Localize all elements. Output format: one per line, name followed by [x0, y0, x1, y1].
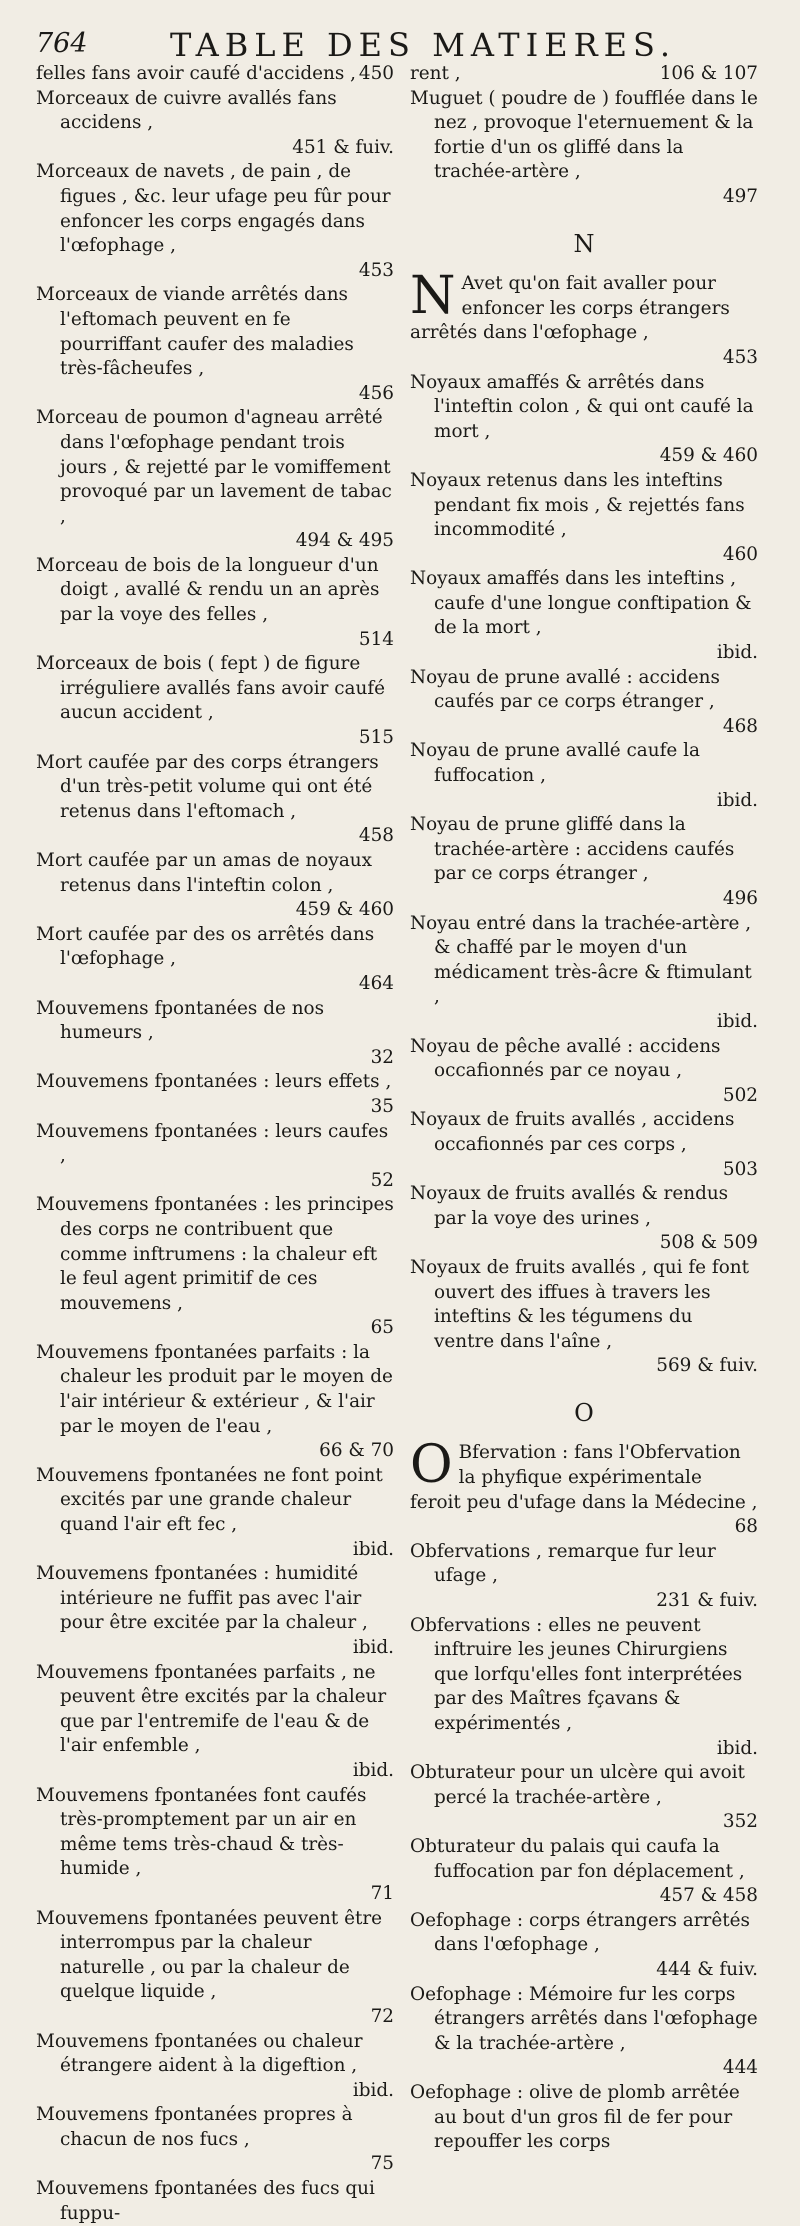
- index-entry: [410, 2081, 758, 2155]
- right-index-column: [410, 62, 758, 2155]
- entry-text: Mouvemens fpontanées parfaits , ne peuvent être excités par la chaleur que par l'entremife de l'eau & de l'air enfemble ,: [36, 1661, 387, 1757]
- entry-text: Mouvemens fpontanées : les principes des corps ne contribuent que comme inftrumens : la chaleur eft le feul agent primitif de ces mouvemens ,: [36, 1194, 394, 1314]
- entry-page-ref: 106 & 107: [659, 63, 758, 84]
- entry-page-ref: 468: [722, 715, 758, 737]
- entry-page-ref: 457 & 458: [659, 1885, 758, 1907]
- entry-text: Bfervation : fans l'Obfervation la phyfique expérimentale feroit peu d'ufage dans la Médecine ,: [410, 1442, 758, 1513]
- entry-text: Obfervations , remarque fur leur ufage ,: [410, 1540, 716, 1587]
- entry-text: Obturateur du palais qui caufa la fuffocation par fon déplacement ,: [410, 1835, 745, 1882]
- index-entry: [410, 813, 758, 911]
- entry-text: Muguet ( poudre de ) foufflée dans le nez , provoque l'eternuement & la fortie d'un os gliffé dans la trachée-artère ,: [410, 87, 758, 183]
- entry-page-ref: 502: [722, 1084, 758, 1106]
- entry-page-ref: 453: [358, 259, 394, 281]
- entry-page-ref: 72: [370, 2005, 394, 2027]
- entry-page-ref: ibid.: [716, 1737, 758, 1759]
- entry-page-ref: 352: [722, 1811, 758, 1833]
- index-entry: [410, 266, 758, 370]
- entry-page-ref: 497: [722, 185, 758, 207]
- index-entry: [36, 2177, 394, 2226]
- entry-page-ref: 515: [358, 727, 394, 749]
- entry-page-ref: 514: [358, 628, 394, 650]
- entry-text: Noyaux de fruits avallés & rendus par la voye des urines ,: [410, 1183, 729, 1229]
- entry-text: Noyaux de fruits avallés , qui fe font ouvert des iffues à travers les inteftins & les tégumens du ventre dans l'aîne ,: [410, 1256, 750, 1352]
- entry-page-ref: 453: [722, 346, 758, 368]
- index-entry: [36, 652, 394, 750]
- index-entry: [410, 1614, 758, 1762]
- section-letter-n: N: [573, 229, 595, 258]
- entry-text: Noyau de pêche avallé : accidens occafionnés par ce noyau ,: [410, 1035, 721, 1082]
- index-entry: [410, 469, 758, 567]
- entry-text: Morceaux de navets , de pain , de figues , &c. leur ufage peu fûr pour enfoncer les corps engagés dans l'œfophage ,: [36, 161, 391, 257]
- index-entry: [36, 1562, 394, 1660]
- index-entry: [36, 923, 394, 997]
- entry-page-ref: 456: [358, 382, 394, 404]
- entry-page-ref: 569 & fuiv.: [656, 1355, 758, 1377]
- index-entry: [36, 1907, 394, 2030]
- index-entry: [410, 62, 758, 87]
- entry-text: Obturateur pour un ulcère qui avoit percé la trachée-artère ,: [410, 1762, 745, 1808]
- entry-text: Noyaux amaffés & arrêtés dans l'inteftin colon , & qui ont caufé la mort ,: [410, 371, 754, 442]
- index-entry: [36, 554, 394, 652]
- entry-text: Noyau entré dans la trachée-artère , & chaffé par le moyen d'un médicament très-âcre & ftimulant ,: [410, 912, 752, 1008]
- entry-page-ref: 65: [370, 1317, 394, 1339]
- index-entry: [36, 1193, 394, 1341]
- entry-page-ref: 458: [358, 825, 394, 847]
- drop-capital: N: [410, 266, 456, 327]
- entry-text: felles fans avoir caufé d'accidens ,: [36, 63, 357, 84]
- entry-page-ref: 503: [722, 1158, 758, 1180]
- entry-text: Obfervations : elles ne peuvent inftruire les jeunes Chirurgiens que lorfqu'elles font interprétées par des Maîtres fçavans & expérimentés ,: [410, 1614, 743, 1734]
- index-entry: [36, 406, 394, 554]
- entry-text: Mouvemens fpontanées font caufés très-promptement par un air en même tems très-chaud & très-humide ,: [36, 1784, 367, 1880]
- entry-text: Mouvemens fpontanées ne font point excités par une grande chaleur quand l'air eft fec ,: [36, 1464, 383, 1536]
- entry-page-ref: 459 & 460: [295, 899, 394, 921]
- index-entry: [410, 1909, 758, 1983]
- index-entry: [36, 2103, 394, 2177]
- index-entry: [36, 160, 394, 283]
- index-entry: [36, 1464, 394, 1562]
- entry-page-ref: 460: [722, 543, 758, 565]
- entry-page-ref: 459 & 460: [659, 445, 758, 467]
- index-entry: [36, 1070, 394, 1119]
- drop-capital: O: [410, 1435, 453, 1496]
- entry-text: Noyau de prune avallé caufe la fuffocation ,: [410, 740, 700, 787]
- index-entry: [36, 849, 394, 923]
- index-entry: [410, 1256, 758, 1379]
- entry-page-ref: 450: [358, 63, 394, 84]
- entry-text: Morceaux de bois ( fept ) de figure irréguliere avallés fans avoir caufé aucun accident ,: [36, 653, 386, 724]
- index-entry: [410, 87, 758, 210]
- entry-text: Noyau de prune gliffé dans la trachée-artère : accidens caufés par ce corps étranger ,: [410, 814, 735, 885]
- index-entry: [410, 1761, 758, 1835]
- index-entry: [410, 567, 758, 665]
- entry-page-ref: 231 & fuiv.: [656, 1590, 758, 1612]
- right-column-top-entries: [410, 62, 758, 210]
- entry-text: Mouvemens fpontanées de nos humeurs ,: [36, 997, 325, 1044]
- index-entry: [36, 62, 394, 87]
- entry-text: Morceaux de cuivre avallés fans accidens ,: [36, 87, 337, 134]
- index-entry: [36, 87, 394, 161]
- index-entry: [36, 1341, 394, 1464]
- entry-text: Oefophage : corps étrangers arrêtés dans l'œfophage ,: [410, 1909, 750, 1956]
- entry-page-ref: 496: [722, 888, 758, 909]
- entry-text: Oefophage : Mémoire fur les corps étrangers arrêtés dans l'œfophage & la trachée-artère ,: [410, 1983, 758, 2054]
- entry-text: Mouvemens fpontanées : leurs effets ,: [36, 1071, 392, 1093]
- entry-page-ref: 66 & 70: [319, 1440, 394, 1462]
- entry-page-ref: 464: [358, 972, 394, 994]
- entry-text: rent ,: [410, 63, 461, 84]
- entry-text: Mouvemens fpontanées : humidité intérieure ne fuffit pas avec l'air pour être excitée par la chaleur ,: [36, 1563, 368, 1634]
- entry-page-ref: 52: [370, 1169, 394, 1191]
- entry-page-ref: 494 & 495: [295, 530, 394, 552]
- index-entry: [410, 1540, 758, 1614]
- entry-page-ref: ibid.: [352, 1538, 394, 1560]
- entry-page-ref: 444 & fuiv.: [656, 1958, 758, 1980]
- entry-page-ref: 508 & 509: [659, 1232, 758, 1254]
- entry-page-ref: 32: [370, 1046, 394, 1068]
- index-entry: [410, 1182, 758, 1256]
- entry-page-ref: ibid.: [716, 1010, 758, 1032]
- index-entry: [410, 1108, 758, 1182]
- index-entry: [36, 997, 394, 1071]
- entry-page-ref: 68: [734, 1516, 758, 1538]
- index-entry: [410, 1435, 758, 1539]
- entry-text: Noyaux amaffés dans les inteftins , caufe d'une longue conftipation & de la mort ,: [410, 568, 752, 639]
- entry-page-ref: ibid.: [352, 2079, 394, 2101]
- entry-page-ref: ibid.: [716, 789, 758, 811]
- entry-text: Mouvemens fpontanées parfaits : la chaleur les produit par le moyen de l'air intérieur & extérieur , & l'air par le moyen de l'eau ,: [36, 1341, 393, 1437]
- index-entry: [36, 751, 394, 849]
- entry-text: Morceau de bois de la longueur d'un doigt , avallé & rendu un an après par la voye des felles ,: [36, 554, 380, 626]
- entry-page-ref: 444: [722, 2057, 758, 2079]
- entry-text: Mouvemens fpontanées peuvent être interrompus par la chaleur naturelle , ou par la chaleur de quelque liquide ,: [36, 1907, 383, 2003]
- entry-text: Noyaux retenus dans les inteftins pendant fix mois , & rejettés fans incommodité ,: [410, 469, 745, 541]
- index-entry: [410, 1835, 758, 1909]
- left-index-column: [36, 62, 394, 2226]
- index-entry: [36, 1784, 394, 1907]
- index-entry: [410, 666, 758, 740]
- index-entry: [36, 1120, 394, 1194]
- index-entry: [410, 912, 758, 1035]
- entry-page-ref: ibid.: [352, 1637, 394, 1658]
- entry-text: Avet qu'on fait avaller pour enfoncer les corps étrangers arrêtés dans l'œfophage ,: [410, 273, 730, 344]
- entry-page-ref: 35: [370, 1095, 394, 1117]
- page-header: [30, 26, 770, 66]
- section-letter-o: O: [574, 1398, 594, 1427]
- letter-n-entries: [410, 266, 758, 1379]
- entry-text: Noyau de prune avallé : accidens caufés par ce corps étranger ,: [410, 666, 720, 713]
- running-title: TABLE DES MATIERES.: [170, 26, 676, 64]
- index-entry: [410, 1035, 758, 1109]
- entry-text: Mort caufée par des os arrêtés dans l'œfophage ,: [36, 923, 375, 970]
- entry-page-ref: 451 & fuiv.: [292, 136, 394, 158]
- entry-page-ref: ibid.: [716, 642, 758, 664]
- entry-page-ref: ibid.: [352, 1759, 394, 1781]
- entry-text: Mouvemens fpontanées ou chaleur étrangere aident à la digeftion ,: [36, 2030, 363, 2077]
- letter-o-entries: [410, 1435, 758, 2154]
- entry-text: Mouvemens fpontanées : leurs caufes ,: [36, 1120, 389, 1167]
- index-entry: [36, 2030, 394, 2104]
- entry-text: Oefophage : olive de plomb arrêtée au bout d'un gros fil de fer pour repouffer les corps: [410, 2081, 740, 2153]
- index-entry: [36, 283, 394, 406]
- entry-text: Mort caufée par des corps étrangers d'un très-petit volume qui ont été retenus dans l'eftomach ,: [36, 751, 379, 822]
- index-entry: [410, 1983, 758, 2081]
- entry-text: Morceau de poumon d'agneau arrêté dans l'œfophage pendant trois jours , & rejetté par le vomiffement provoqué par un lavement de tabac ,: [36, 407, 392, 527]
- entry-text: Morceaux de viande arrêtés dans l'eftomach peuvent en fe pourriffant caufer des maladies très-fâcheufes ,: [36, 284, 354, 380]
- page-number: 764: [36, 28, 88, 59]
- entry-text: Mouvemens fpontanées des fucs qui fuppu-: [36, 2178, 375, 2224]
- entry-text: Noyaux de fruits avallés , accidens occafionnés par ces corps ,: [410, 1109, 735, 1155]
- index-entry: [36, 1661, 394, 1784]
- entry-text: Mouvemens fpontanées propres à chacun de nos fucs ,: [36, 2104, 353, 2150]
- index-entry: [410, 371, 758, 469]
- index-entry: [410, 739, 758, 813]
- entry-page-ref: 75: [370, 2153, 394, 2175]
- entry-page-ref: 71: [370, 1882, 394, 1904]
- entry-text: Mort caufée par un amas de noyaux retenus dans l'inteftin colon ,: [36, 850, 373, 896]
